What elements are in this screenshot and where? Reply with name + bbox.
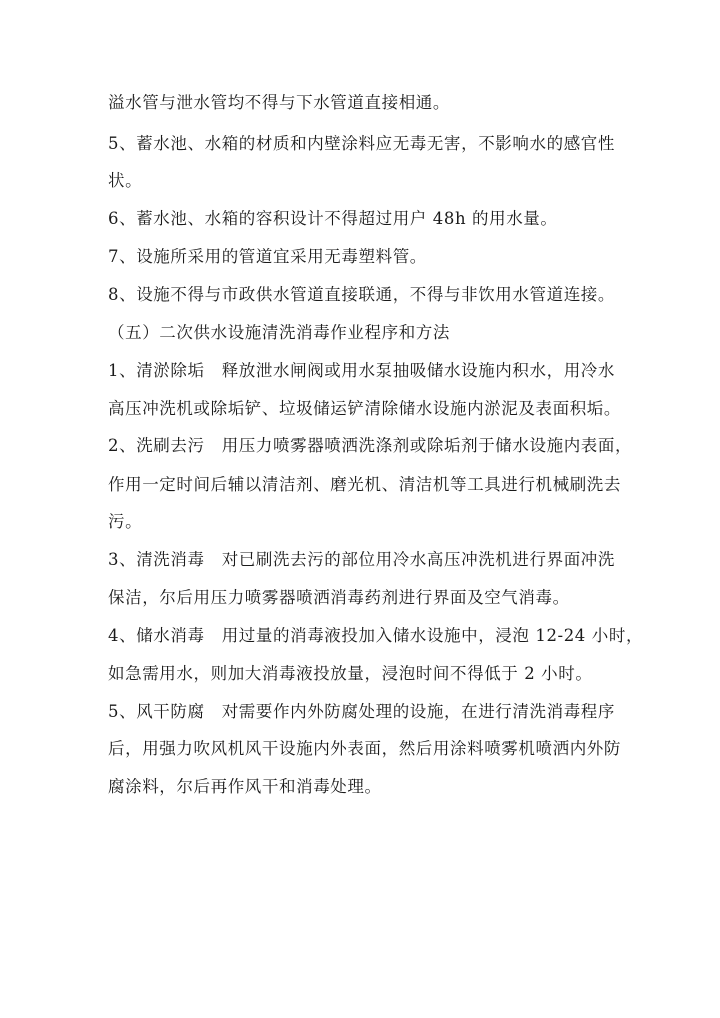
text-line: 6、蓄水池、水箱的容积设计不得超过用户 48h 的用水量。 bbox=[108, 209, 558, 228]
text-line: 后，用强力吹风机风干设施内外表面，然后用涂料喷雾机喷洒内外防 bbox=[108, 739, 621, 758]
text-line: 3、清洗消毒 对已刷洗去污的部位用冷水高压冲洗机进行界面冲洗 bbox=[108, 550, 615, 569]
text-line: 2、洗刷去污 用压力喷雾器喷洒洗涤剂或除垢剂于储水设施内表面， bbox=[108, 436, 633, 455]
text-line: 作用一定时间后辅以清洁剂、磨光机、清洁机等工具进行机械刷洗去 bbox=[108, 475, 621, 494]
text-line: 如急需用水，则加大消毒液投放量，浸泡时间不得低于 2 小时。 bbox=[108, 664, 593, 683]
text-line: 5、风干防腐 对需要作内外防腐处理的设施，在进行清洗消毒程序 bbox=[108, 702, 615, 721]
text-line: 溢水管与泄水管均不得与下水管道直接相通。 bbox=[108, 93, 450, 112]
text-line: 腐涂料，尔后再作风干和消毒处理。 bbox=[108, 777, 382, 796]
text-line: 8、设施不得与市政供水管道直接联通，不得与非饮用水管道连接。 bbox=[108, 285, 615, 304]
text-line: 5、蓄水池、水箱的材质和内壁涂料应无毒无害，不影响水的感官性 bbox=[108, 134, 615, 153]
text-line: 保洁，尔后用压力喷雾器喷洒消毒药剂进行界面及空气消毒。 bbox=[108, 588, 570, 607]
text-line: 1、清淤除垢 释放泄水闸阀或用水泵抽吸储水设施内积水，用冷水 bbox=[108, 361, 615, 380]
section-heading: （五）二次供水设施清洗消毒作业程序和方法 bbox=[108, 323, 450, 342]
text-line: 状。 bbox=[108, 171, 143, 190]
text-line: 高压冲洗机或除垢铲、垃圾储运铲清除储水设施内淤泥及表面积垢。 bbox=[108, 399, 621, 418]
text-line: 4、储水消毒 用过量的消毒液投加入储水设施中，浸泡 12-24 小时， bbox=[108, 626, 644, 645]
text-line: 污。 bbox=[108, 512, 143, 531]
text-line: 7、设施所采用的管道宜采用无毒塑料管。 bbox=[108, 247, 427, 266]
